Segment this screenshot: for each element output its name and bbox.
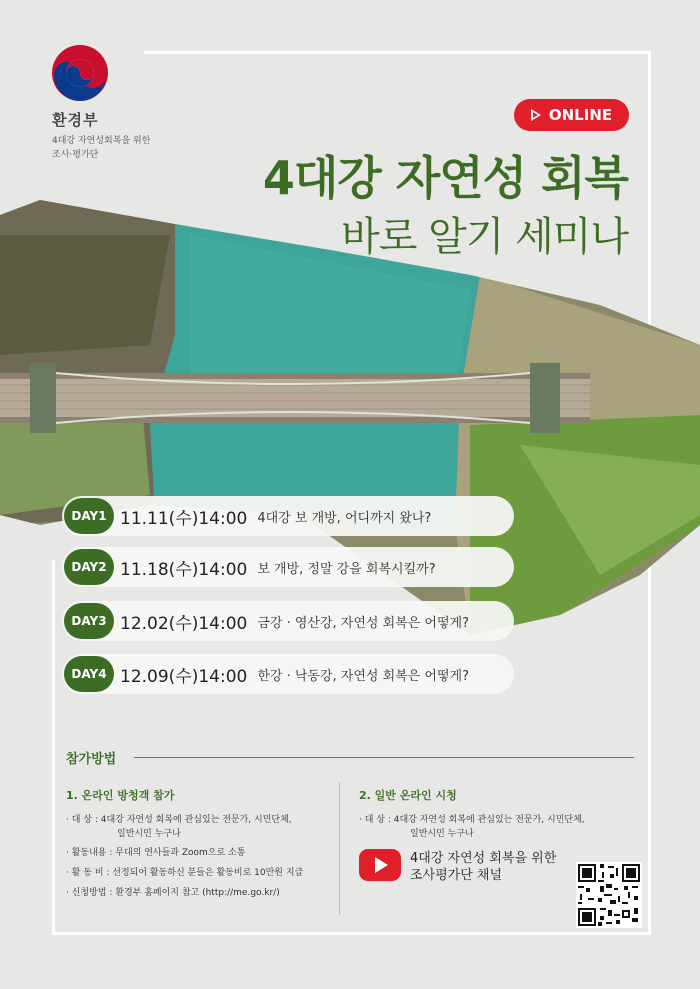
- channel-line1: 4대강 자연성 회복을 위한: [410, 851, 557, 866]
- play-icon: [531, 109, 541, 121]
- schedule-row-day3: [62, 601, 514, 641]
- day-badge: DAY1: [64, 498, 114, 534]
- online-audience-target: · 대 상 : 4대강 자연성 회복에 관심있는 전문가, 시민단체,: [66, 815, 292, 825]
- day-badge: DAY3: [64, 603, 114, 639]
- channel-line2: 조사평가단 채널: [410, 868, 503, 883]
- online-audience-content: · 활동내용 : 무대의 연사들과 Zoom으로 소통: [66, 848, 246, 858]
- online-audience-apply: · 신청방법 : 환경부 홈페이지 참고 (http://me.go.kr/): [66, 888, 280, 898]
- organizer-line2: 조사·평가단: [52, 150, 99, 160]
- participation-title: 참가방법: [66, 752, 117, 767]
- ministry-name: 환경부: [52, 111, 99, 129]
- day-badge: DAY2: [64, 549, 114, 585]
- taegeuk-logo-icon: [52, 45, 108, 101]
- schedule-row-day2: [62, 547, 514, 587]
- general-viewing-heading: 2. 일반 온라인 시청: [359, 789, 457, 802]
- frame-bottom-line: [52, 932, 651, 935]
- session-datetime: 11.18(수)14:00: [120, 559, 248, 580]
- schedule-row-day1: [62, 496, 514, 536]
- session-datetime: 11.11(수)14:00: [120, 508, 248, 529]
- session-datetime: 12.02(수)14:00: [120, 613, 248, 634]
- session-topic: 4대강 보 개방, 어디까지 왔나?: [257, 510, 432, 526]
- session-topic: 금강 · 영산강, 자연성 회복은 어떻게?: [257, 615, 469, 631]
- general-viewing-target-cont: 일반시민 누구나: [410, 829, 474, 839]
- organizer-line1: 4대강 자연성회복을 위한: [52, 136, 151, 146]
- general-viewing-target: · 대 상 : 4대강 자연성 회복에 관심있는 전문가, 시민단체,: [359, 815, 585, 825]
- organizer-team: [52, 134, 172, 162]
- session-topic: 보 개방, 정말 강을 회복시킬까?: [257, 561, 436, 577]
- section-divider-line: [134, 757, 634, 758]
- online-audience-fee: · 활 동 비 : 선정되어 활동하신 분들은 활동비로 10만원 지급: [66, 868, 304, 878]
- seminar-title-line2: 바로 알기 세미나: [341, 214, 628, 260]
- session-datetime: 12.09(수)14:00: [120, 666, 248, 687]
- qr-code-icon[interactable]: [576, 862, 642, 928]
- schedule-row-day4: [62, 654, 514, 694]
- day-badge: DAY4: [64, 656, 114, 692]
- youtube-channel-name[interactable]: [410, 850, 556, 884]
- session-topic: 한강 · 낙동강, 자연성 회복은 어떻게?: [257, 668, 469, 684]
- youtube-icon[interactable]: [359, 849, 401, 881]
- frame-top-line: [144, 51, 650, 54]
- seminar-title-line1: 4대강 자연성 회복: [262, 151, 628, 205]
- online-audience-heading: 1. 온라인 방청객 참가: [66, 789, 175, 802]
- column-divider: [339, 782, 340, 915]
- online-label: ONLINE: [548, 106, 613, 124]
- online-badge: [514, 99, 629, 131]
- online-audience-target-cont: 일반시민 누구나: [117, 829, 181, 839]
- youtube-play-icon: [375, 857, 388, 873]
